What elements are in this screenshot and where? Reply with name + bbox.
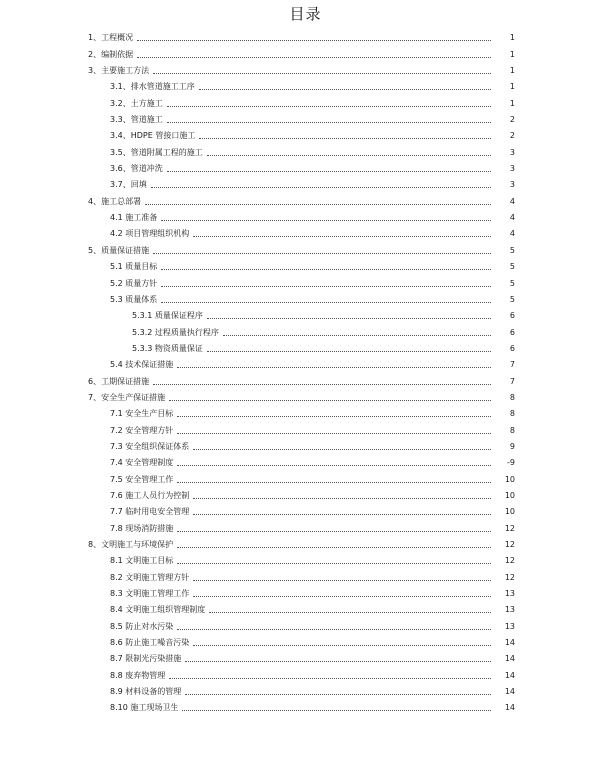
toc-entry-label: 2、编制依据 bbox=[88, 49, 134, 59]
toc-entry-label: 7.4 安全管理制度 bbox=[110, 458, 174, 468]
toc-entry-page-number: 3 bbox=[509, 164, 515, 174]
toc-dot-leader bbox=[137, 40, 491, 41]
toc-entry-page-number: 5 bbox=[509, 262, 515, 272]
toc-dot-leader bbox=[223, 335, 491, 336]
toc-dot-leader bbox=[209, 612, 491, 613]
toc-entry[interactable] bbox=[0, 615, 611, 631]
toc-dot-leader bbox=[177, 482, 491, 483]
toc-entry[interactable] bbox=[0, 354, 611, 370]
toc-entry-page-number: 5 bbox=[509, 294, 515, 304]
toc-dot-leader bbox=[177, 433, 491, 434]
toc-entry-page-number: 6 bbox=[509, 327, 515, 337]
toc-entry-label: 1、工程概况 bbox=[88, 33, 134, 43]
toc-entry-label: 7.5 安全管理工作 bbox=[110, 474, 174, 484]
toc-dot-leader bbox=[145, 204, 491, 205]
toc-dot-leader bbox=[161, 220, 491, 221]
toc-dot-leader bbox=[151, 187, 491, 188]
toc-entry-label: 3.6、管道冲洗 bbox=[110, 164, 163, 174]
toc-entry-label: 5.3 质量体系 bbox=[110, 294, 158, 304]
toc-dot-leader bbox=[207, 155, 491, 156]
toc-entry[interactable] bbox=[0, 436, 611, 452]
toc-entry[interactable] bbox=[0, 109, 611, 125]
toc-entry[interactable] bbox=[0, 534, 611, 550]
toc-entry[interactable] bbox=[0, 272, 611, 288]
toc-entry[interactable] bbox=[0, 256, 611, 272]
toc-entry-label: 8.1 文明施工目标 bbox=[110, 556, 174, 566]
toc-entry-label: 7.2 安全管理方针 bbox=[110, 425, 174, 435]
toc-entry-label: 8.4 文明施工组织管理制度 bbox=[110, 605, 206, 615]
toc-entry-label: 8.5 防止对水污染 bbox=[110, 621, 174, 631]
toc-dot-leader bbox=[161, 286, 491, 287]
toc-dot-leader bbox=[169, 400, 491, 401]
toc-entry[interactable] bbox=[0, 239, 611, 255]
toc-entry[interactable] bbox=[0, 681, 611, 697]
toc-entry[interactable] bbox=[0, 141, 611, 157]
toc-entry-page-number: 10 bbox=[504, 507, 515, 517]
toc-dot-leader bbox=[177, 629, 491, 630]
toc-dot-leader bbox=[193, 645, 491, 646]
toc-dot-leader bbox=[193, 498, 491, 499]
toc-entry-page-number: 1 bbox=[509, 98, 515, 108]
toc-entry[interactable] bbox=[0, 664, 611, 680]
toc-entry-label: 7.6 施工人员行为控制 bbox=[110, 490, 190, 500]
toc-dot-leader bbox=[185, 661, 491, 662]
toc-entry-page-number: 12 bbox=[504, 556, 515, 566]
toc-entry[interactable] bbox=[0, 43, 611, 59]
toc-entry-label: 7.3 安全组织保证体系 bbox=[110, 441, 190, 451]
toc-entry-page-number: 14 bbox=[504, 670, 515, 680]
toc-entry-label: 7、安全生产保证措施 bbox=[88, 392, 166, 402]
toc-dot-leader bbox=[153, 73, 491, 74]
toc-entry-label: 3.5、管道附属工程的施工 bbox=[110, 147, 203, 157]
toc-entry[interactable] bbox=[0, 321, 611, 337]
toc-entry[interactable] bbox=[0, 648, 611, 664]
toc-dot-leader bbox=[193, 236, 491, 237]
toc-entry-label: 5.3.3 物资质量保证 bbox=[132, 343, 203, 353]
toc-entry-label: 4.1 施工准备 bbox=[110, 213, 158, 223]
toc-entry-page-number: 12 bbox=[504, 540, 515, 549]
toc-entry-page-number: 3 bbox=[509, 147, 515, 157]
toc-dot-leader bbox=[199, 89, 491, 90]
toc-entry[interactable] bbox=[0, 370, 611, 386]
toc-entry[interactable] bbox=[0, 419, 611, 435]
toc-entry-label: 8.6 防止施工噪音污染 bbox=[110, 638, 190, 648]
toc-entry[interactable] bbox=[0, 92, 611, 108]
toc-entry[interactable] bbox=[0, 158, 611, 174]
toc-entry-page-number: 2 bbox=[509, 131, 515, 141]
toc-dot-leader bbox=[193, 514, 491, 515]
toc-entry-label: 3.1、排水管道施工工序 bbox=[110, 82, 195, 92]
toc-entry-page-number: 10 bbox=[504, 490, 515, 500]
toc-entry-page-number: 4 bbox=[509, 196, 515, 206]
toc-entry[interactable] bbox=[0, 223, 611, 239]
toc-dot-leader bbox=[161, 302, 491, 303]
toc-entry-label: 8.10 施工现场卫生 bbox=[110, 703, 179, 713]
toc-entry[interactable] bbox=[0, 583, 611, 599]
toc-entry-label: 5.3.2 过程质量执行程序 bbox=[132, 327, 219, 337]
toc-entry-page-number: 7 bbox=[509, 376, 515, 386]
toc-entry-page-number: 1 bbox=[509, 82, 515, 92]
toc-title: 目录 bbox=[289, 5, 322, 23]
toc-entry[interactable] bbox=[0, 632, 611, 648]
toc-entry-label: 7.8 现场消防措施 bbox=[110, 523, 174, 533]
toc-entry-page-number: 6 bbox=[509, 343, 515, 353]
toc-entry-page-number: 12 bbox=[504, 523, 515, 533]
toc-entry-label: 4、施工总部署 bbox=[88, 196, 142, 206]
toc-entry[interactable] bbox=[0, 76, 611, 92]
toc-entry[interactable] bbox=[0, 289, 611, 305]
toc-dot-leader bbox=[167, 122, 491, 123]
toc-entry-label: 3、主要施工方法 bbox=[88, 66, 150, 76]
toc-entry-label: 8.2 文明施工管理方针 bbox=[110, 572, 190, 582]
toc-entry-page-number: 8 bbox=[509, 409, 515, 419]
toc-entry-page-number: 14 bbox=[504, 638, 515, 648]
toc-dot-leader bbox=[185, 694, 491, 695]
toc-dot-leader bbox=[193, 580, 491, 581]
toc-dot-leader bbox=[177, 563, 491, 564]
toc-entry-label: 8、文明施工与环境保护 bbox=[88, 540, 174, 549]
toc-entry[interactable] bbox=[0, 207, 611, 223]
toc-entry-page-number: 1 bbox=[509, 66, 515, 76]
toc-entry-label: 6、工期保证措施 bbox=[88, 376, 150, 386]
toc-dot-leader bbox=[193, 449, 491, 450]
toc-entry-page-number: 13 bbox=[504, 605, 515, 615]
toc-entry-page-number: 4 bbox=[509, 213, 515, 223]
toc-entry-label: 5.1 质量目标 bbox=[110, 262, 158, 272]
toc-entry-label: 7.1 安全生产目标 bbox=[110, 409, 174, 419]
table-of-contents bbox=[0, 27, 611, 713]
toc-dot-leader bbox=[177, 547, 491, 548]
toc-entry-page-number: 8 bbox=[509, 425, 515, 435]
toc-dot-leader bbox=[177, 531, 491, 532]
toc-entry-label: 5.4 技术保证措施 bbox=[110, 360, 174, 370]
toc-entry[interactable] bbox=[0, 452, 611, 468]
toc-entry-page-number: 5 bbox=[509, 245, 515, 255]
toc-entry[interactable] bbox=[0, 27, 611, 43]
toc-entry-label: 4.2 项目管理组织机构 bbox=[110, 229, 190, 239]
toc-dot-leader bbox=[193, 596, 491, 597]
toc-entry-page-number: 1 bbox=[509, 49, 515, 59]
toc-entry[interactable] bbox=[0, 338, 611, 354]
toc-entry-page-number: 10 bbox=[504, 474, 515, 484]
toc-dot-leader bbox=[153, 253, 491, 254]
toc-entry-page-number: 5 bbox=[509, 278, 515, 288]
toc-entry-page-number: 1 bbox=[509, 33, 515, 43]
toc-entry-label: 3.3、管道施工 bbox=[110, 115, 163, 125]
toc-entry-page-number: 7 bbox=[509, 360, 515, 370]
toc-entry[interactable] bbox=[0, 403, 611, 419]
toc-entry-page-number: -9 bbox=[507, 458, 515, 468]
toc-dot-leader bbox=[177, 367, 491, 368]
toc-entry[interactable] bbox=[0, 60, 611, 76]
toc-entry-label: 3.4、HDPE 管接口施工 bbox=[110, 131, 196, 141]
toc-entry-label: 3.7、回填 bbox=[110, 180, 147, 190]
toc-entry[interactable] bbox=[0, 125, 611, 141]
toc-entry-page-number: 9 bbox=[509, 441, 515, 451]
toc-dot-leader bbox=[167, 106, 491, 107]
toc-entry[interactable] bbox=[0, 174, 611, 190]
toc-entry[interactable] bbox=[0, 550, 611, 566]
toc-entry[interactable] bbox=[0, 190, 611, 206]
toc-entry-page-number: 8 bbox=[509, 392, 515, 402]
toc-dot-leader bbox=[207, 351, 491, 352]
toc-entry-page-number: 2 bbox=[509, 115, 515, 125]
toc-entry-page-number: 4 bbox=[509, 229, 515, 239]
toc-entry-label: 8.9 材料设备的管理 bbox=[110, 687, 182, 697]
toc-dot-leader bbox=[169, 678, 491, 679]
toc-entry-page-number: 14 bbox=[504, 703, 515, 713]
toc-entry-label: 8.3 文明施工管理工作 bbox=[110, 589, 190, 599]
toc-entry[interactable] bbox=[0, 468, 611, 484]
toc-entry-label: 5、质量保证措施 bbox=[88, 245, 150, 255]
toc-dot-leader bbox=[182, 710, 491, 711]
toc-entry-label: 8.7 限制光污染措施 bbox=[110, 654, 182, 664]
toc-entry[interactable] bbox=[0, 517, 611, 533]
toc-entry-page-number: 14 bbox=[504, 654, 515, 664]
toc-entry-label: 5.3.1 质量保证程序 bbox=[132, 311, 203, 321]
toc-entry[interactable] bbox=[0, 387, 611, 403]
toc-entry-page-number: 3 bbox=[509, 180, 515, 190]
toc-dot-leader bbox=[207, 318, 491, 319]
toc-entry-label: 7.7 临时用电安全管理 bbox=[110, 507, 190, 517]
toc-dot-leader bbox=[161, 269, 491, 270]
toc-entry-page-number: 14 bbox=[504, 687, 515, 697]
toc-dot-leader bbox=[137, 57, 491, 58]
toc-entry[interactable] bbox=[0, 485, 611, 501]
toc-entry-page-number: 6 bbox=[509, 311, 515, 321]
toc-entry-label: 5.2 质量方针 bbox=[110, 278, 158, 288]
toc-entry-label: 3.2、土方施工 bbox=[110, 98, 163, 108]
toc-dot-leader bbox=[177, 416, 491, 417]
toc-entry[interactable] bbox=[0, 566, 611, 582]
toc-dot-leader bbox=[167, 171, 491, 172]
toc-dot-leader bbox=[177, 465, 491, 466]
toc-entry[interactable] bbox=[0, 599, 611, 615]
toc-entry[interactable] bbox=[0, 305, 611, 321]
toc-dot-leader bbox=[153, 384, 491, 385]
toc-entry-page-number: 13 bbox=[504, 621, 515, 631]
toc-entry-page-number: 13 bbox=[504, 589, 515, 599]
toc-entry-label: 8.8 废弃物管理 bbox=[110, 670, 166, 680]
toc-entry-page-number: 12 bbox=[504, 572, 515, 582]
toc-entry[interactable] bbox=[0, 501, 611, 517]
toc-entry[interactable] bbox=[0, 697, 611, 713]
toc-dot-leader bbox=[199, 138, 491, 139]
